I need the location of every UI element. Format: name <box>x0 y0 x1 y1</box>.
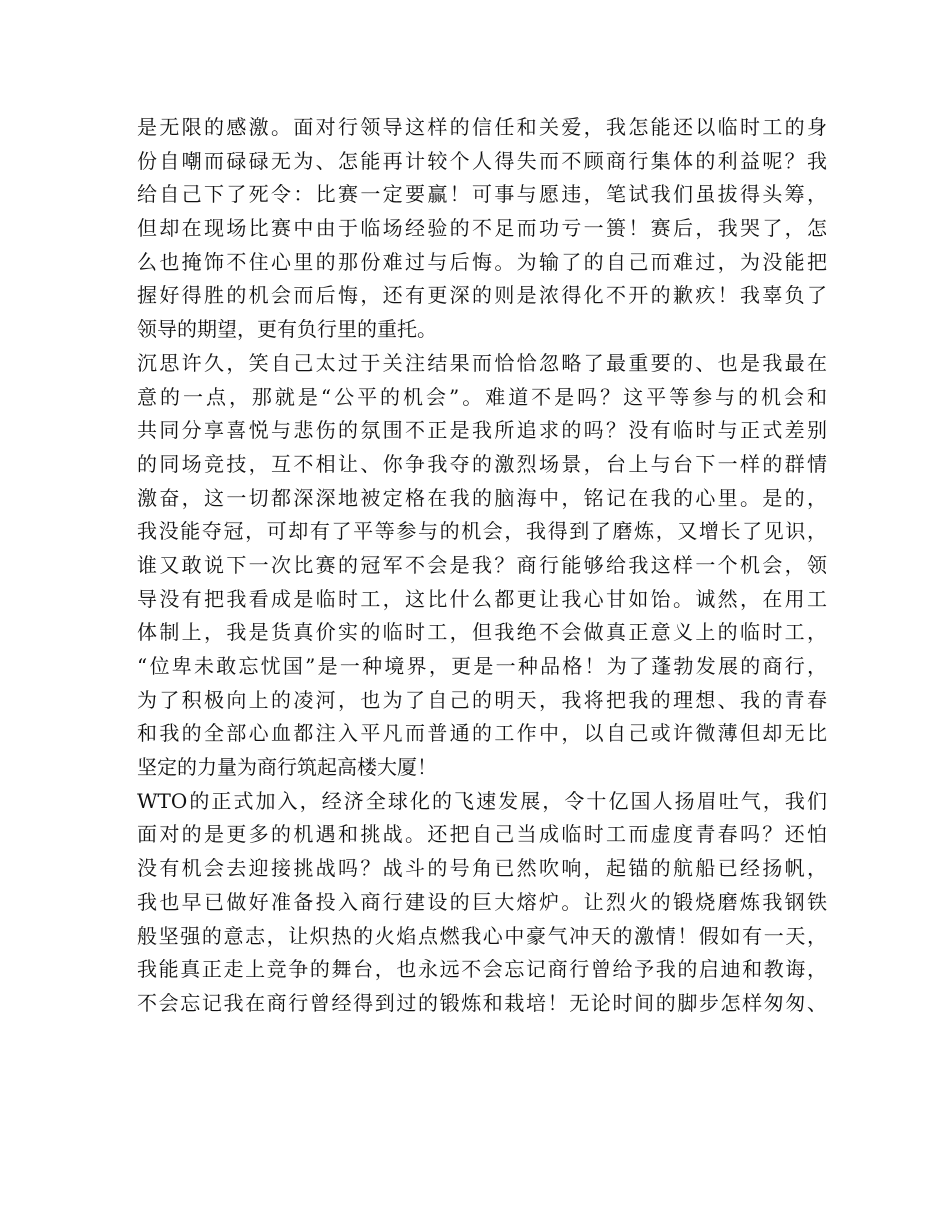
text-line: 领导的期望，更有负行里的重托。 <box>137 317 437 342</box>
text-line: 导没有把我看成是临时工，这比什么都更让我心甘如饴。诚然，在用工 <box>137 586 827 611</box>
text-line: 体制上，我是货真价实的临时工，但我绝不会做真正意义上的临时工， <box>137 620 827 645</box>
text-line: 我也早已做好准备投入商行建设的巨大熔炉。让烈火的锻烧磨炼我钢铁 <box>137 889 827 914</box>
text-line: 没有机会去迎接挑战吗？战斗的号角已然吹响，起锚的航船已经扬帆， <box>137 856 827 881</box>
text-line: 为了积极向上的凌河，也为了自己的明天，我将把我的理想、我的青春 <box>137 687 827 712</box>
text-line: 意的一点，那就是“公平的机会”。难道不是吗？这平等参与的机会和 <box>137 384 827 409</box>
text-line: 是无限的感激。面对行领导这样的信任和关爱，我怎能还以临时工的身 <box>137 115 827 139</box>
text-line: 共同分享喜悦与悲伤的氛围不正是我所追求的吗？没有临时与正式差别 <box>137 418 827 443</box>
text-line: 握好得胜的机会而后悔，还有更深的则是浓得化不开的歉疚！我辜负了 <box>137 283 827 308</box>
text-line: 沉思许久，笑自己太过于关注结果而恰恰忽略了最重要的、也是我最在 <box>137 350 827 375</box>
text-line: 面对的是更多的机遇和挑战。还把自己当成临时工而虚度青春吗？还怕 <box>137 822 827 847</box>
text-line: 激奋，这一切都深深地被定格在我的脑海中，铭记在我的心里。是的， <box>137 485 827 510</box>
text-line: 般坚强的意志，让炽热的火焰点燃我心中豪气冲天的激情！假如有一天， <box>137 923 827 948</box>
text-line: 和我的全部心血都注入平凡而普通的工作中，以自己或许微薄但却无比 <box>137 721 827 746</box>
text-line: WTO的正式加入，经济全球化的飞速发展，令十亿国人扬眉吐气，我们 <box>137 788 827 813</box>
text-line: 我没能夺冠，可却有了平等参与的机会，我得到了磨炼，又增长了见识， <box>137 519 827 544</box>
text-line: 么也掩饰不住心里的那份难过与后悔。为输了的自己而难过，为没能把 <box>137 249 827 274</box>
text-line: “位卑未敢忘忧国”是一种境界，更是一种品格！为了蓬勃发展的商行， <box>137 654 827 678</box>
document-text-body <box>137 111 827 1021</box>
text-line: 但却在现场比赛中由于临场经验的不足而功亏一篑！赛后，我哭了，怎 <box>137 216 827 241</box>
text-line: 谁又敢说下一次比赛的冠军不会是我？商行能够给我这样一个机会，领 <box>137 552 827 577</box>
text-line: 给自己下了死令：比赛一定要赢！可事与愿违，笔试我们虽拔得头筹， <box>137 182 827 207</box>
text-line: 份自嘲而碌碌无为、怎能再计较个人得失而不顾商行集体的利益呢？我 <box>137 148 827 173</box>
text-line: 的同场竞技，互不相让、你争我夺的激烈场景，台上与台下一样的群情 <box>137 451 827 476</box>
text-line: 不会忘记我在商行曾经得到过的锻炼和栽培！无论时间的脚步怎样匆匆、 <box>137 990 827 1015</box>
text-line: 我能真正走上竞争的舞台，也永远不会忘记商行曾给予我的启迪和教诲， <box>137 957 827 982</box>
text-line: 坚定的力量为商行筑起高楼大厦！ <box>137 755 437 780</box>
